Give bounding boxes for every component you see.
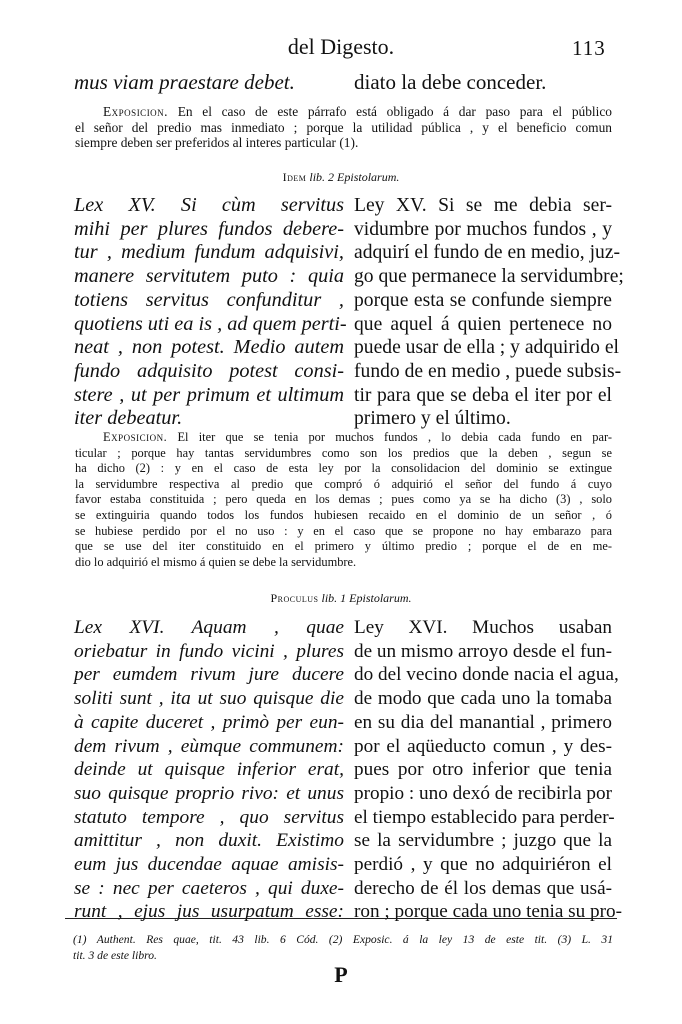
lex-line: suo quisque proprio rivo: et unus — [74, 782, 344, 804]
lex-line: à capite duceret , primò per eun- — [74, 711, 344, 733]
ley-line: vidumbre por muchos fundos , y — [354, 218, 612, 240]
exposicion-line: la servidumbre respectiva al predio que compró ó adquirió el señor del fundo á cuyo — [75, 476, 612, 491]
ley-line: por el aqüeducto comun , y des- — [354, 735, 612, 757]
lex-line: quotiens uti ea is , ad quem perti- — [74, 312, 347, 335]
lex-line: eum jus ducendae aquae amisis- — [74, 854, 344, 876]
lex-line: tur , medium fundum adquisivi, — [74, 241, 344, 264]
exposicion-line: que se use del iter constituido en el primero y último predio ; porque el de en me- — [75, 539, 612, 554]
lex-line: Lex XVI. Aquam , quae — [74, 617, 344, 638]
ley-line: Ley XV. Si se me debia ser- — [354, 195, 612, 216]
lex-line: amittitur , non duxit. Existimo — [74, 830, 344, 852]
ley-line: adquirí el fundo de en medio, juz- — [354, 242, 621, 264]
lex-15-latin — [74, 194, 347, 431]
lex-line: soliti sunt , ita ut suo quisque die — [74, 688, 344, 710]
caption-source: lib. 2 Epistolarum. — [309, 170, 400, 184]
exposicion-line: siempre deben ser preferidos al interes particular (1). — [75, 135, 359, 151]
exposicion-line: el señor del predio mas inmediato ; porque la utilidad pública , y el beneficio comun — [75, 119, 612, 135]
ley-line: de un mismo arroyo desde el fun- — [354, 640, 612, 662]
footnotes — [73, 932, 613, 964]
ley-line: porque esta se confunde siempre — [354, 289, 612, 311]
exposicion-line: se extinguiria quando todos los fundos hubiesen recaido en el dominio de un señor , ó — [75, 507, 612, 522]
exposicion-line: se hubiese perdido por el no uso : y en el caso que se propone no hay embarazo para — [75, 523, 612, 538]
lex-line: mihi per plures fundos debere- — [74, 217, 344, 240]
caption-author: Idem — [282, 170, 307, 184]
lex-line: iter debeatur. — [74, 407, 183, 430]
latin-continuation-line: mus viam praestare debet. — [74, 70, 295, 94]
lex-line: manere servitutem puto : quia — [74, 265, 344, 288]
ley-line: primero y el último. — [354, 408, 511, 430]
ley-line: fundo de en medio , puede subsis- — [354, 360, 622, 382]
lex-line: deinde ut quisque inferior erat, — [74, 759, 344, 781]
ley-line: do del vecino donde nacia el agua, — [354, 664, 619, 686]
exposicion-paragraph-2 — [75, 430, 612, 570]
exposicion-line: Exposicion. En el caso de este párrafo está obligado á dar paso para el público — [103, 104, 612, 119]
lex-line: neat , non potest. Medio autem — [74, 336, 344, 359]
lex-line: se : nec per caeteros , qui duxe- — [74, 877, 344, 899]
ley-line: el tiempo establecido para perder- — [354, 806, 615, 828]
exposicion-label: Exposicion. — [103, 430, 168, 444]
ley-line: propio : uno dexó de recibirla por — [354, 782, 612, 804]
ley-line: Ley XVI. Muchos usaban — [354, 617, 612, 638]
ley-line: go que permanece la servidumbre; — [354, 266, 624, 288]
lex-line: per eumdem rivum jure ducere — [74, 664, 344, 686]
ley-line: que aquel á quien pertenece no — [354, 313, 612, 335]
ley-15-spanish — [354, 194, 624, 431]
footnote-rule — [65, 918, 617, 919]
footnote-line: (1) Authent. Res quae, tit. 43 lib. 6 Cód. (2) Exposic. á la ley 13 de este tit. (3) L. 31 — [73, 933, 613, 946]
exposicion-label: Exposicion. — [103, 104, 169, 119]
source-caption-1 — [0, 170, 682, 185]
ley-line: se la servidumbre ; juzgo que la — [354, 830, 612, 852]
lex-line: statuto tempore , quo servitus — [74, 806, 344, 828]
lex-line: dem rivum , eùmque communem: — [74, 735, 344, 757]
ley-line: en su dia del manantial , primero — [354, 711, 612, 733]
ley-line: pues por otro inferior que tenia — [354, 759, 612, 781]
ley-16-spanish — [354, 616, 623, 924]
lex-line: fundo adquisito potest consi- — [74, 359, 344, 382]
caption-author: Proculus — [270, 591, 319, 605]
ley-line: de modo que cada uno la tomaba — [354, 688, 612, 710]
exposicion-line: Exposicion. El iter que se tenia por muchos fundos , lo debia cada fundo en par- — [103, 430, 612, 444]
source-caption-2 — [0, 591, 682, 606]
lex-line: Lex XV. Si cùm servitus — [74, 194, 344, 216]
lex-line: runt , ejus jus usurpatum esse: — [74, 901, 344, 923]
exposicion-line: favor estaba constituida ; pero queda en los demas ; pues como ya se ha dicho (3) , solo — [75, 492, 612, 507]
exposicion-line: ha dicho (2) : y en el caso de esta ley por la consolidacion del dominio se extingue — [75, 461, 612, 476]
exposicion-line: ticular ; porque hay tantas servidumbres como son los predios que la deben , segun se — [75, 445, 612, 460]
spanish-continuation-line: diato la debe conceder. — [354, 70, 547, 94]
signature-mark: P — [334, 962, 348, 987]
exposicion-line: dio lo adquirió el mismo á quien se debe la servidumbre. — [75, 554, 357, 569]
ley-line: tir para que se deba el iter por el — [354, 384, 612, 406]
ley-line: perdió , y que no adquiriéron el — [354, 854, 612, 876]
ley-line: puede usar de ella ; y adquirido el — [354, 337, 619, 359]
lex-16-latin — [74, 616, 344, 924]
exposicion-paragraph-1 — [75, 104, 612, 151]
lex-line: stere , ut per primum et ultimum — [74, 383, 344, 406]
page-number: 113 — [572, 36, 606, 60]
lex-line: oriebatur in fundo vicini , plures — [74, 640, 344, 662]
lex-line: totiens servitus confunditur , — [74, 288, 344, 311]
caption-source: lib. 1 Epistolarum. — [321, 591, 412, 605]
ley-line: ron ; porque cada uno tenia su pro- — [354, 901, 623, 923]
ley-line: derecho de él los demas que usá- — [354, 877, 612, 899]
running-head-title: del Digesto. — [287, 34, 395, 59]
footnote-line: tit. 3 de este libro. — [73, 949, 157, 962]
